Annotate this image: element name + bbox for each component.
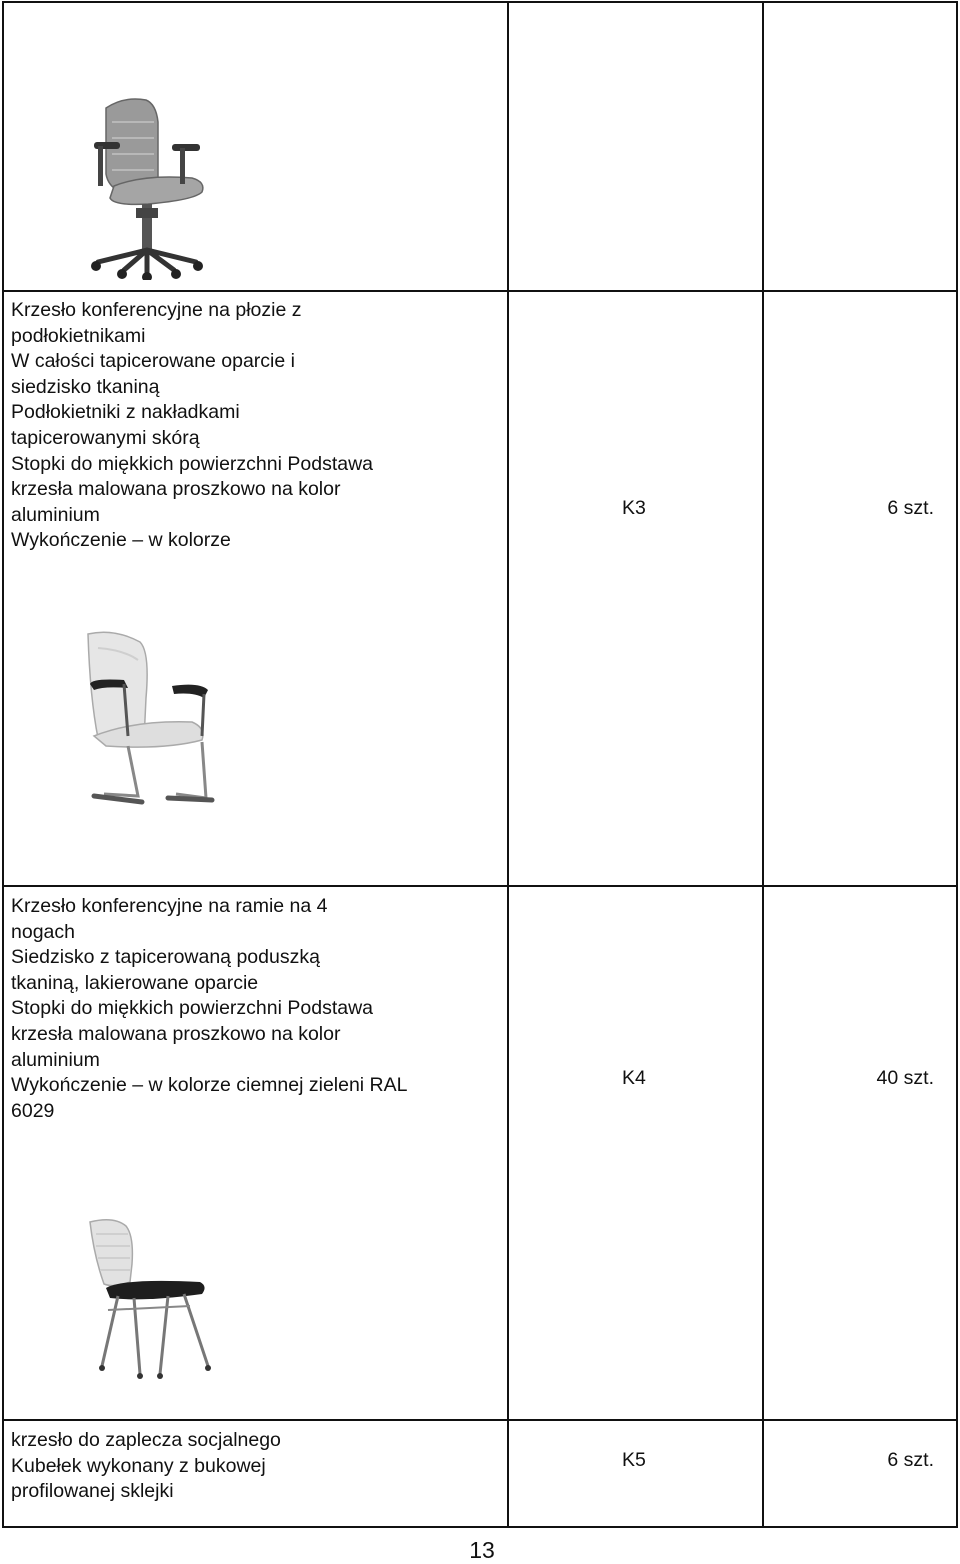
item-symbol-k5: K5 xyxy=(622,1449,646,1471)
office-swivel-chair-icon xyxy=(84,94,214,280)
item-quantity-k4: 40 szt. xyxy=(876,1067,934,1089)
row-divider-k3 xyxy=(2,290,958,292)
item-quantity-k5: 6 szt. xyxy=(887,1449,934,1471)
table-border-bottom xyxy=(2,1526,958,1528)
page-number: 13 xyxy=(469,1537,495,1563)
cantilever-conference-chair-icon xyxy=(84,628,216,812)
item-symbol-k3: K3 xyxy=(622,497,646,519)
item-symbol-k4: K4 xyxy=(622,1067,646,1089)
item-description-k3: Krzesło konferencyjne na płozie z podłokietnikami W całości tapicerowane oparcie i siedzisko tkaniną Podłokietniki z nakładkami tapicerowanymi skórą Stopki do miękkich powierzchni Podstawa krzesła malowana proszkowo na kolor aluminium Wykończenie – w kolorze xyxy=(11,299,374,552)
column-divider-description xyxy=(507,1,509,1528)
table-border-top xyxy=(2,1,958,3)
row-divider-k5 xyxy=(2,1419,958,1421)
table-border-right xyxy=(956,1,958,1528)
four-leg-chair-icon xyxy=(84,1216,214,1384)
item-description-k4: Krzesło konferencyjne na ramie na 4 nogach Siedzisko z tapicerowaną poduszką tkaniną, lakierowane oparcie Stopki do miękkich powierzchni Podstawa krzesła malowana proszkowo na kolor aluminium Wykończenie – w kolorze ciemnej zieleni RAL 6029 xyxy=(11,895,408,1122)
table-border-left xyxy=(2,1,4,1528)
item-quantity-k3: 6 szt. xyxy=(887,497,934,519)
column-divider-symbol xyxy=(762,1,764,1528)
item-description-k5: krzesło do zaplecza socjalnego Kubełek wykonany z bukowej profilowanej sklejki xyxy=(11,1429,281,1503)
row-divider-k4 xyxy=(2,885,958,887)
